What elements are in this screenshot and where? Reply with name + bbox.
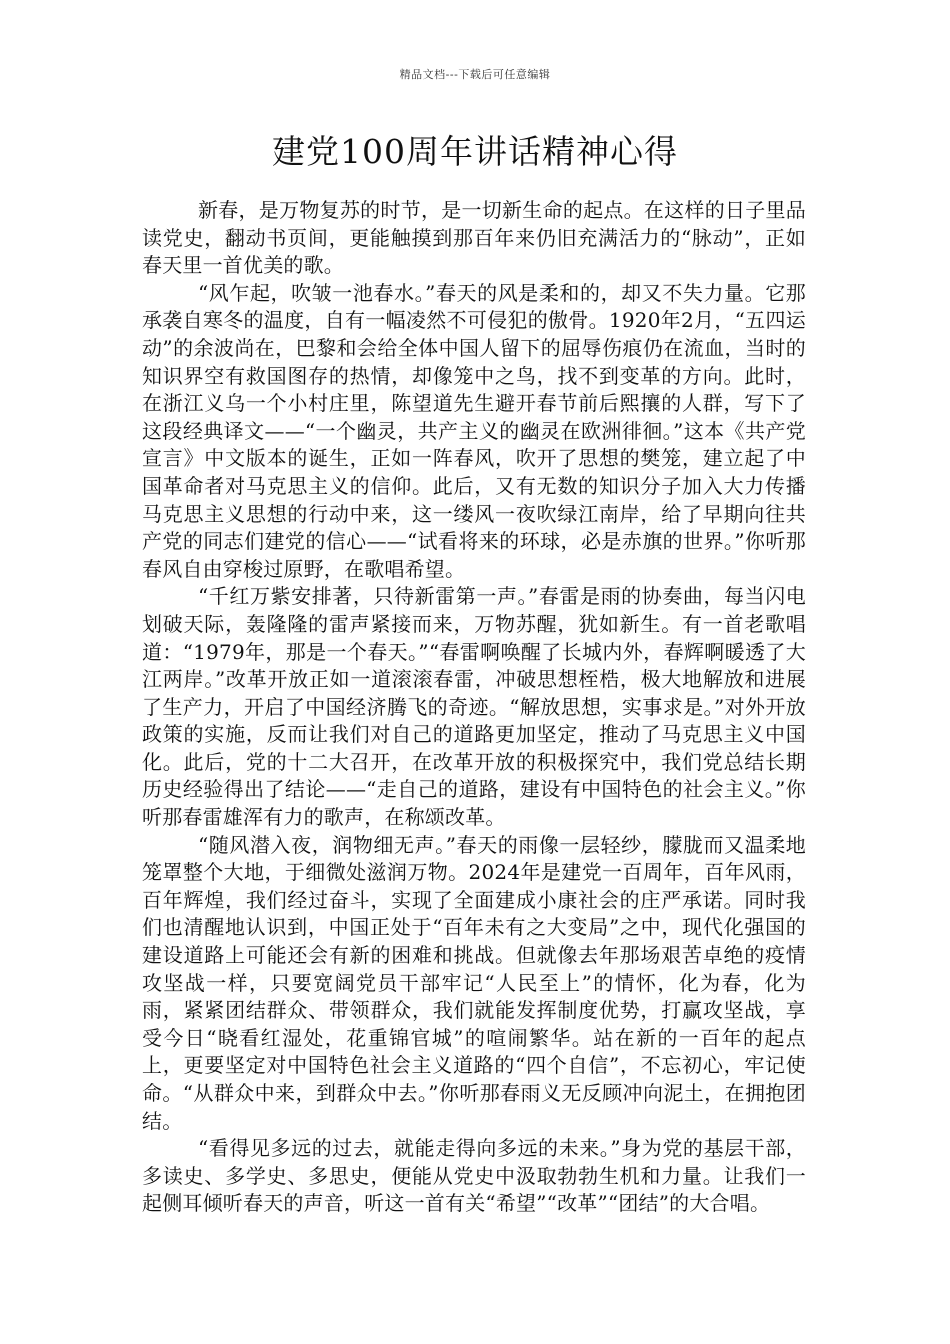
paragraph: “风乍起，吹皱一池春水。”春天的风是柔和的，却又不失力量。它那承袭自寒冬的温度，自有一幅凌然不可侵犯的傲骨。1920年2月，“五四运动”的余波尚在，巴黎和会给全体中国人留下的屈辱伤痕仍在流血，当时的知识界空有救国图存的热情，却像笼中之鸟，找不到变革的方向。此时，在浙江义乌一个小村庄里，陈望道先生避开春节前后熙攘的人群，写下了这段经典译文——“一个幽灵，共产主义的幽灵在欧洲徘徊。”这本《共产党宣言》中文版本的诞生，正如一阵春风，吹开了思想的樊笼，建立起了中国革命者对马克思主义的信仰。此后，又有无数的知识分子加入大力传播马克思主义思想的行动中来，这一缕风一夜吹绿江南岸，给了早期向往共产党的同志们建党的信心——“试看将来的环球，必是赤旗的世界。”你听那春风自由穿梭过原野，在歌唱希望。 (142, 280, 806, 581)
document-body (142, 197, 806, 1218)
header-note: 精品文档---下载后可任意编辑 (399, 68, 551, 81)
paragraph: “看得见多远的过去，就能走得向多远的未来。”身为党的基层干部，多读史、多学史、多思史，便能从党史中汲取勃勃生机和力量。让我们一起侧耳倾听春天的声音，听这一首有关“希望”“改革”“团结”的大合唱。 (142, 1136, 806, 1216)
paragraph: “随风潜入夜，润物细无声。”春天的雨像一层轻纱，朦胧而又温柔地笼罩整个大地，于细微处滋润万物。2024年是建党一百周年，百年风雨，百年辉煌，我们经过奋斗，实现了全面建成小康社会的庄严承诺。同时我们也清醒地认识到，中国正处于“百年未有之大变局”之中，现代化强国的建设道路上可能还会有新的困难和挑战。但就像去年那场艰苦卓绝的疫情攻坚战一样，只要宽阔党员干部牢记“人民至上”的情怀，化为春，化为雨，紧紧团结群众、带领群众，我们就能发挥制度优势，打赢攻坚战，享受今日“晓看红湿处，花重锦官城”的喧闹繁华。站在新的一百年的起点上，更要坚定对中国特色社会主义道路的“四个自信”，不忘初心，牢记使命。“从群众中来，到群众中去。”你听那春雨义无反顾冲向泥土，在拥抱团结。 (142, 832, 806, 1133)
document-title: 建党100周年讲话精神心得 (272, 132, 678, 171)
paragraph: 新春，是万物复苏的时节，是一切新生命的起点。在这样的日子里品读党史，翻动书页间，更能触摸到那百年来仍旧充满活力的“脉动”，正如春天里一首优美的歌。 (142, 198, 806, 278)
paragraph: “千红万紫安排著，只待新雷第一声。”春雷是雨的协奏曲，每当闪电划破天际，轰隆隆的雷声紧接而来，万物苏醒，犹如新生。有一首老歌唱道：“1979年，那是一个春天。”“春雷啊唤醒了长城内外，春辉啊暖透了大江两岸。”改革开放正如一道滚滚春雷，冲破思想桎梏，极大地解放和进展了生产力，开启了中国经济腾飞的奇迹。“解放思想，实事求是。”对外开放政策的实施，反而让我们对自己的道路更加坚定，推动了马克思主义中国化。此后，党的十二大召开，在改革开放的积极探究中，我们党总结长期历史经验得出了结论——“走自己的道路，建设有中国特色的社会主义。”你听那春雷雄浑有力的歌声，在称颂改革。 (142, 584, 806, 830)
